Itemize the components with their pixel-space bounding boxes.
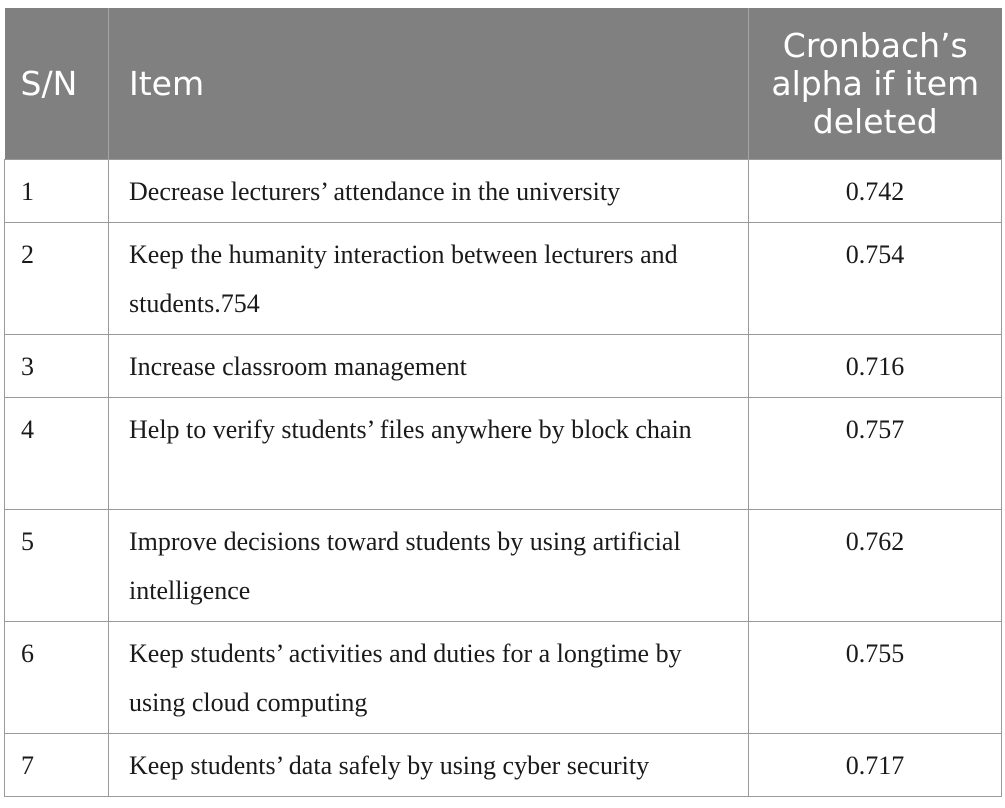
cell-sn: 7 [5,734,109,797]
header-item: Item [109,8,749,160]
cell-alpha: 0.755 [749,622,1002,734]
table-row [5,510,1002,622]
cell-sn: 2 [5,223,109,335]
cell-alpha: 0.716 [749,335,1002,398]
cell-sn: 1 [5,160,109,223]
cell-alpha: 0.762 [749,510,1002,622]
table-body [5,160,1002,797]
cell-item: Keep the humanity interaction between lecturers and students.754 [109,223,749,335]
table-row [5,335,1002,398]
cell-sn: 3 [5,335,109,398]
table-row [5,622,1002,734]
table-row [5,160,1002,223]
header-row [5,8,1002,160]
cell-item: Help to verify students’ files anywhere by block chain [109,398,749,510]
cell-alpha: 0.717 [749,734,1002,797]
cell-sn: 5 [5,510,109,622]
table-row [5,398,1002,510]
header-sn: S/N [5,8,109,160]
reliability-table [4,8,1002,797]
cell-alpha: 0.742 [749,160,1002,223]
header-alpha: Cronbach’s alpha if item deleted [749,8,1002,160]
table-row [5,734,1002,797]
table-header [5,8,1002,160]
cell-item: Keep students’ data safely by using cyber security [109,734,749,797]
cell-item: Improve decisions toward students by using artificial intelligence [109,510,749,622]
cell-sn: 4 [5,398,109,510]
cell-item: Keep students’ activities and duties for a longtime by using cloud computing [109,622,749,734]
cell-item: Increase classroom management [109,335,749,398]
cell-alpha: 0.754 [749,223,1002,335]
cell-sn: 6 [5,622,109,734]
cell-alpha: 0.757 [749,398,1002,510]
table-row [5,223,1002,335]
cell-item: Decrease lecturers’ attendance in the university [109,160,749,223]
